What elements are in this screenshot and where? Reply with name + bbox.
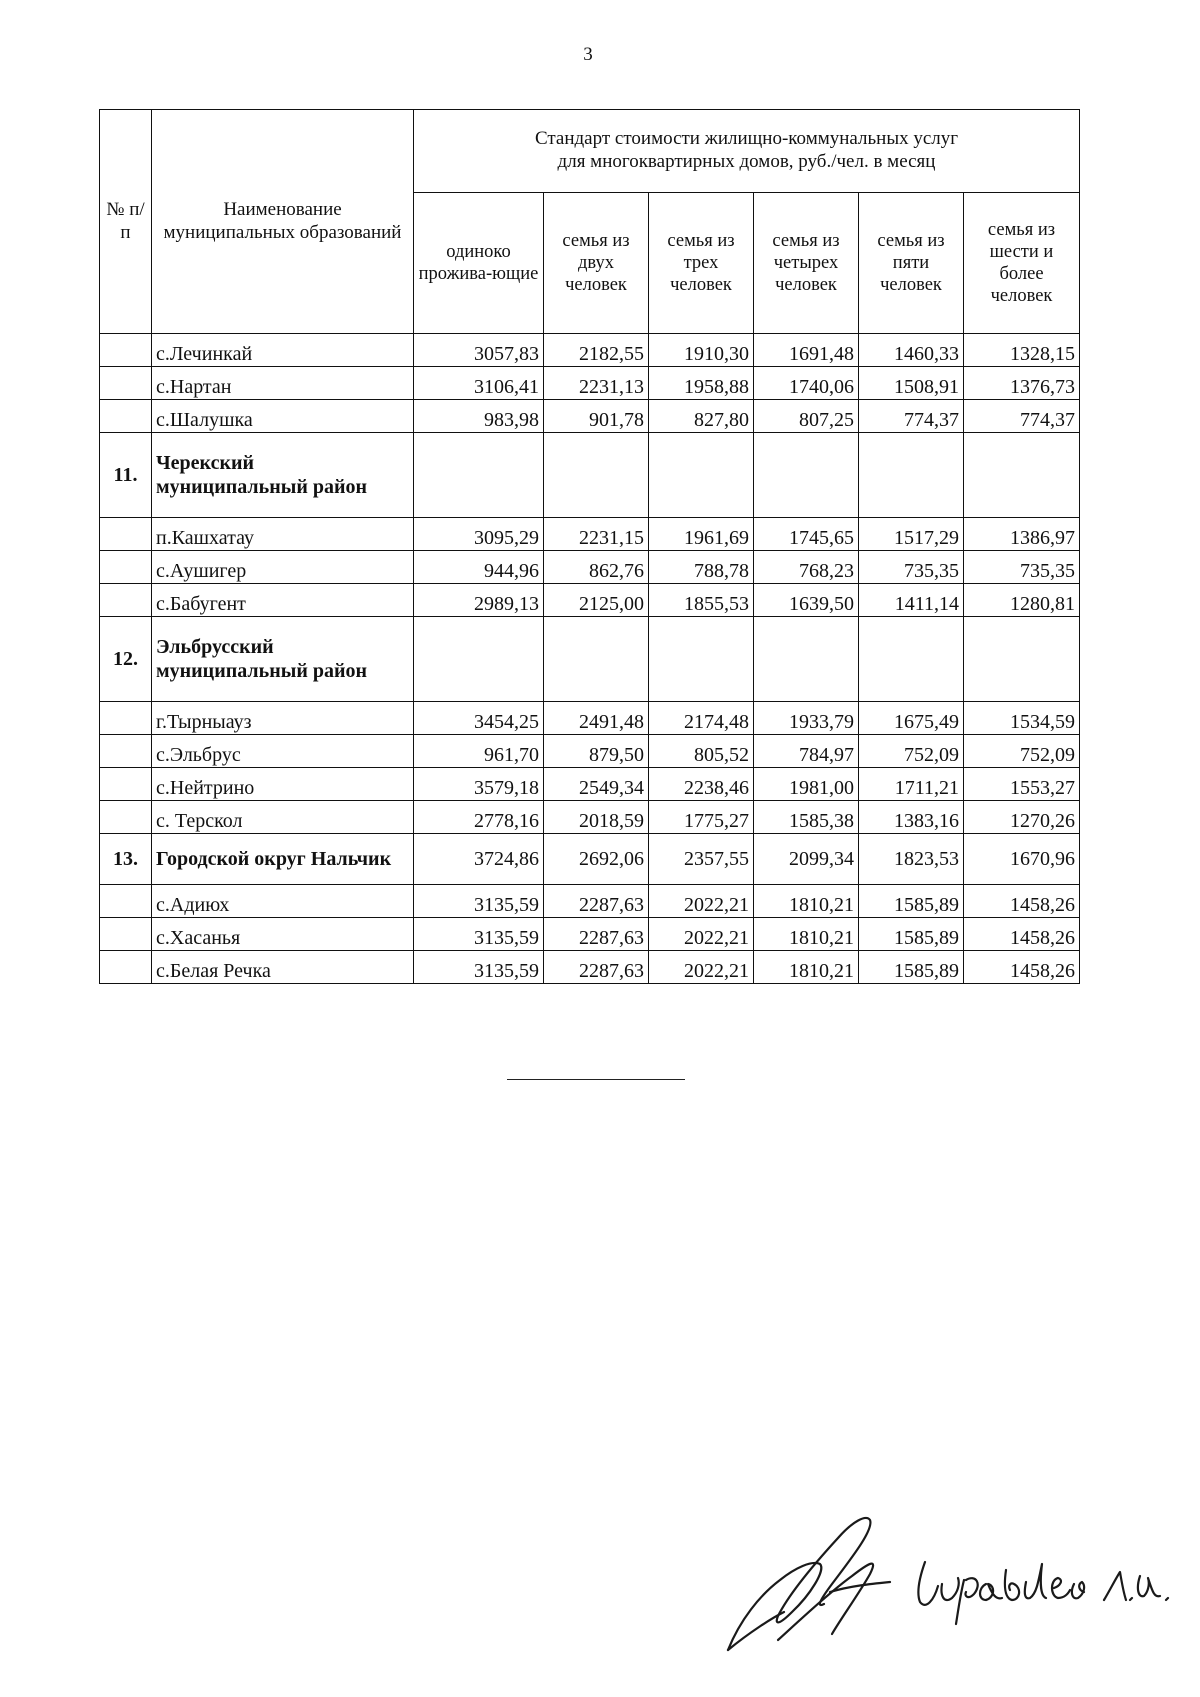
value-cell: 1958,88 [649,367,754,400]
value-cell: 2287,63 [544,918,649,951]
value-cell: 1458,26 [964,918,1080,951]
value-cell [859,617,964,702]
table-row [100,885,1080,918]
value-cell: 1553,27 [964,768,1080,801]
value-cell: 1855,53 [649,584,754,617]
row-number: 13. [100,834,152,885]
value-cell [414,433,544,518]
header-col-six-plus: семья из шести и более человек [964,193,1080,334]
value-cell: 1534,59 [964,702,1080,735]
value-cell: 2238,46 [649,768,754,801]
value-cell: 3579,18 [414,768,544,801]
header-cost-standard-line-2: для многоквартирных домов, руб./чел. в месяц [557,151,936,172]
value-cell: 788,78 [649,551,754,584]
settlement-name: г.Тырныауз [152,702,414,735]
table-row [100,918,1080,951]
value-cell: 2022,21 [649,918,754,951]
value-cell [754,433,859,518]
row-number [100,551,152,584]
value-cell: 1981,00 [754,768,859,801]
value-cell: 1376,73 [964,367,1080,400]
value-cell: 1933,79 [754,702,859,735]
table-row [100,551,1080,584]
value-cell: 2989,13 [414,584,544,617]
settlement-name: п.Кашхатау [152,518,414,551]
row-number [100,918,152,951]
value-cell: 961,70 [414,735,544,768]
value-cell: 2491,48 [544,702,649,735]
value-cell: 2018,59 [544,801,649,834]
row-number: 12. [100,617,152,702]
district-name: Городской округ Нальчик [152,834,414,885]
row-number [100,367,152,400]
value-cell [414,617,544,702]
handwritten-signature [720,1500,1180,1670]
value-cell: 1740,06 [754,367,859,400]
value-cell: 752,09 [964,735,1080,768]
value-cell: 3135,59 [414,885,544,918]
header-cost-standard-line-1: Стандарт стоимости жилищно-коммунальных услуг [534,128,959,150]
value-cell: 2692,06 [544,834,649,885]
value-cell: 2549,34 [544,768,649,801]
row-number [100,735,152,768]
value-cell: 1810,21 [754,885,859,918]
value-cell: 1460,33 [859,334,964,367]
value-cell: 2022,21 [649,951,754,984]
table-row [100,834,1080,885]
table-row [100,801,1080,834]
row-number [100,885,152,918]
row-number: 11. [100,433,152,518]
table-body [100,334,1080,984]
value-cell [964,617,1080,702]
settlement-name: с.Нартан [152,367,414,400]
settlement-name: с.Нейтрино [152,768,414,801]
value-cell: 2182,55 [544,334,649,367]
table-row [100,584,1080,617]
value-cell: 1458,26 [964,885,1080,918]
value-cell: 1280,81 [964,584,1080,617]
value-cell: 3106,41 [414,367,544,400]
row-number [100,400,152,433]
value-cell: 1517,29 [859,518,964,551]
settlement-name: с.Хасанья [152,918,414,951]
value-cell: 1411,14 [859,584,964,617]
closing-rule [507,1079,685,1080]
value-cell: 1670,96 [964,834,1080,885]
value-cell: 901,78 [544,400,649,433]
value-cell: 735,35 [859,551,964,584]
header-col-single: одиноко прожива-ющие [414,193,544,334]
table-row [100,334,1080,367]
settlement-name: с.Белая Речка [152,951,414,984]
value-cell: 752,09 [859,735,964,768]
table-row [100,400,1080,433]
value-cell: 2357,55 [649,834,754,885]
value-cell: 1639,50 [754,584,859,617]
value-cell: 768,23 [754,551,859,584]
page-number: 3 [583,44,593,65]
value-cell [754,617,859,702]
settlement-name: с.Лечинкай [152,334,414,367]
district-name: Черекский муниципальный район [152,433,414,518]
header-cost-standard [414,110,1080,193]
signature-flourish [728,1518,870,1650]
value-cell: 1508,91 [859,367,964,400]
settlement-name: с.Шалушка [152,400,414,433]
value-cell: 1585,89 [859,885,964,918]
value-cell: 1458,26 [964,951,1080,984]
value-cell: 1386,97 [964,518,1080,551]
value-cell: 862,76 [544,551,649,584]
table-row [100,735,1080,768]
table-row [100,951,1080,984]
header-col-two: семья из двух человек [544,193,649,334]
value-cell: 2022,21 [649,885,754,918]
settlement-name: с.Эльбрус [152,735,414,768]
value-cell [544,433,649,518]
table-row [100,702,1080,735]
row-number [100,801,152,834]
value-cell: 1675,49 [859,702,964,735]
header-col-five: семья из пяти человек [859,193,964,334]
value-cell: 2778,16 [414,801,544,834]
value-cell: 827,80 [649,400,754,433]
value-cell: 2287,63 [544,885,649,918]
header-col-three: семья из трех человек [649,193,754,334]
value-cell [859,433,964,518]
value-cell: 2099,34 [754,834,859,885]
table-row [100,367,1080,400]
row-number [100,702,152,735]
value-cell: 807,25 [754,400,859,433]
value-cell: 1775,27 [649,801,754,834]
value-cell: 983,98 [414,400,544,433]
cost-standard-table [99,109,1080,984]
row-number [100,951,152,984]
value-cell [964,433,1080,518]
row-number [100,334,152,367]
value-cell: 774,37 [859,400,964,433]
value-cell: 1585,89 [859,918,964,951]
value-cell: 784,97 [754,735,859,768]
value-cell: 1711,21 [859,768,964,801]
row-number [100,584,152,617]
table-row [100,433,1080,518]
value-cell: 1810,21 [754,951,859,984]
value-cell: 2231,15 [544,518,649,551]
value-cell: 1585,38 [754,801,859,834]
settlement-name: с.Адиюх [152,885,414,918]
value-cell: 1328,15 [964,334,1080,367]
value-cell: 2231,13 [544,367,649,400]
table-row [100,518,1080,551]
value-cell [649,433,754,518]
value-cell: 2125,00 [544,584,649,617]
header-number: № п/п [100,110,152,334]
value-cell: 1691,48 [754,334,859,367]
value-cell: 1585,89 [859,951,964,984]
value-cell: 1961,69 [649,518,754,551]
signature-surname [918,1562,1084,1624]
signature-initials [1104,1572,1168,1600]
settlement-name: с. Терскол [152,801,414,834]
value-cell: 1745,65 [754,518,859,551]
header-col-four: семья из четырех человек [754,193,859,334]
value-cell: 774,37 [964,400,1080,433]
value-cell: 1910,30 [649,334,754,367]
header-municipality: Наименование муниципальных образований [152,110,414,334]
settlement-name: с.Бабугент [152,584,414,617]
value-cell: 735,35 [964,551,1080,584]
value-cell: 1823,53 [859,834,964,885]
row-number [100,768,152,801]
value-cell: 2287,63 [544,951,649,984]
value-cell: 2174,48 [649,702,754,735]
district-name: Эльбрусский муниципальный район [152,617,414,702]
value-cell: 3135,59 [414,918,544,951]
value-cell: 1810,21 [754,918,859,951]
value-cell: 3454,25 [414,702,544,735]
row-number [100,518,152,551]
value-cell: 3095,29 [414,518,544,551]
value-cell: 1270,26 [964,801,1080,834]
value-cell: 3135,59 [414,951,544,984]
table-row [100,768,1080,801]
value-cell: 1383,16 [859,801,964,834]
value-cell [649,617,754,702]
value-cell: 3724,86 [414,834,544,885]
table-header [100,110,1080,334]
settlement-name: с.Аушигер [152,551,414,584]
value-cell: 879,50 [544,735,649,768]
value-cell: 944,96 [414,551,544,584]
table-row [100,617,1080,702]
value-cell: 3057,83 [414,334,544,367]
value-cell: 805,52 [649,735,754,768]
value-cell [544,617,649,702]
